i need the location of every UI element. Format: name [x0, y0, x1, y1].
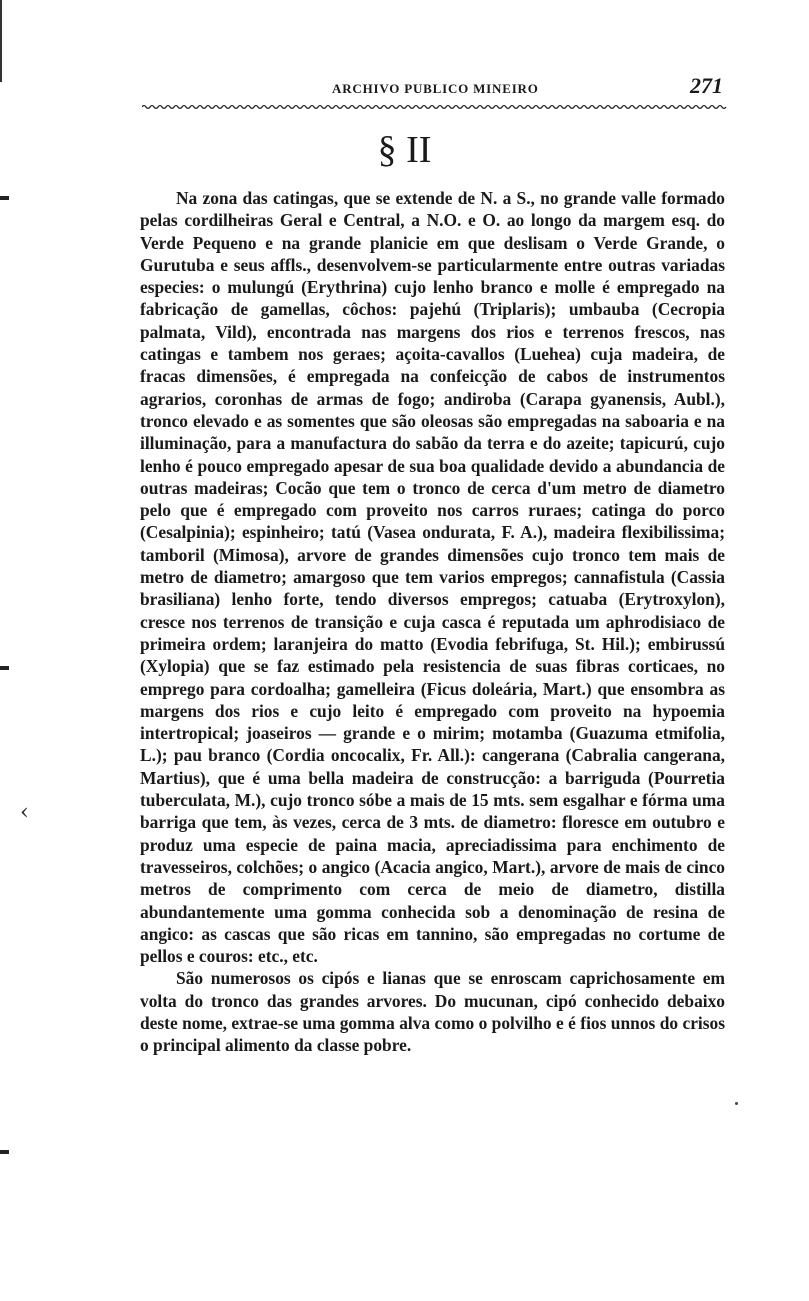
paragraph-catingas: Na zona das catingas, que se extende de N. a S., no grande valle formado pelas cordilheiras Geral e Central, a N.O. e O. ao longo da margem esq. do Verde Pequeno e na grande planicie em que deslisam o Verde Grande, o Gurutuba e seus affls., desenvolvem-se particularmente entre outras variadas especies: o mulungú (Erythrina) cujo lenho branco e molle é empregado na fabricação de gamellas, côchos: pajehú (Triplaris); umbauba (Cecropia palmata, Vild), encontrada nas margens dos rios e terrenos frescos, nas catingas e tambem nos geraes; açoita-cavallos (Luehea) cuja madeira, de fracas dimensões, é empregada na confeicção de cabos de instrumentos agrarios, coronhas de armas de fogo; andiroba (Carapa gyanensis, Aubl.), tronco elevado e as somentes que são oleosas são empregadas na saboaria e na illuminação, para a manufactura do sabão da terra e do azeite; tapicurú, cujo lenho é pouco empregado apesar de sua boa qualidade devido a abundancia de outras madeiras; Cocão que tem o tronco de cerca d'um metro de diametro pelo que é empregado com proveito nos carros ruraes; catinga do porco (Cesalpinia); espinheiro; tatú (Vasea ondurata, F. A.), madeira flexibilissima; tamboril (Mimosa), arvore de grandes dimensões cujo tronco tem mais de metro de diametro; amargoso que tem varios empregos; cannafistula (Cassia brasiliana) lenho forte, tendo diversos empregos; catuaba (Erytroxylon), cresce nos terrenos de transição e cuja casca é reputada um aphrodisiaco de primeira ordem; laranjeira do matto (Evodia febrifuga, St. Hil.); embirussú (Xylopia) que se faz estimado pela resistencia de suas fibras corticaes, no emprego para cordoalha; gamelleira (Ficus doleária, Mart.) que ensombra as margens dos rios e cujo leito é empregado com proveito na hypoemia intertropical; joaseiros — grande e o mirim; motamba (Guazuma etmifolia, L.); pau branco (Cordia oncocalix, Fr. All.): cangerana (Cabralia cangerana, Martius), que é uma bella madeira de construcção: a barriguda (Pourretia tuberculata, M.), cujo tronco sóbe a mais de 15 mts. sem esgalhar e fórma uma barriga que tem, às vezes, cerca de 3 mts. de diametro: floresce em outubro e produz uma especie de paina macia, apreciadissima para enchimento de travesseiros, colchões; o angico (Acacia angico, Mart.), arvore de mais de cinco metros de comprimento com cerca de meio de diametro, distilla abundantemente uma gomma conhecida sob a denominação de resina de angico: as cascas que são ricas em tannino, são empregadas no cortume de pellos e couros: etc., etc.: [140, 188, 725, 967]
section-title: § II: [377, 129, 432, 171]
paragraph-cipos: São numerosos os cipós e lianas que se enroscam caprichosamente em volta do tronco das grandes arvores. Do mucunan, cipó conhecido debaixo deste nome, extrae-se uma gomma alva como o polvilho e é fios unnos do crisos o principal alimento da classe pobre.: [140, 968, 725, 1056]
body-text: [140, 187, 725, 1057]
page-edge-rule: [0, 0, 2, 82]
header-wavy-rule: [142, 104, 727, 110]
page-number: 271: [690, 73, 723, 98]
stray-dot: [735, 1102, 738, 1105]
running-title: ARCHIVO PUBLICO MINEIRO: [332, 81, 539, 96]
margin-stray-mark: ‹: [20, 800, 29, 825]
page-header: [142, 75, 727, 105]
